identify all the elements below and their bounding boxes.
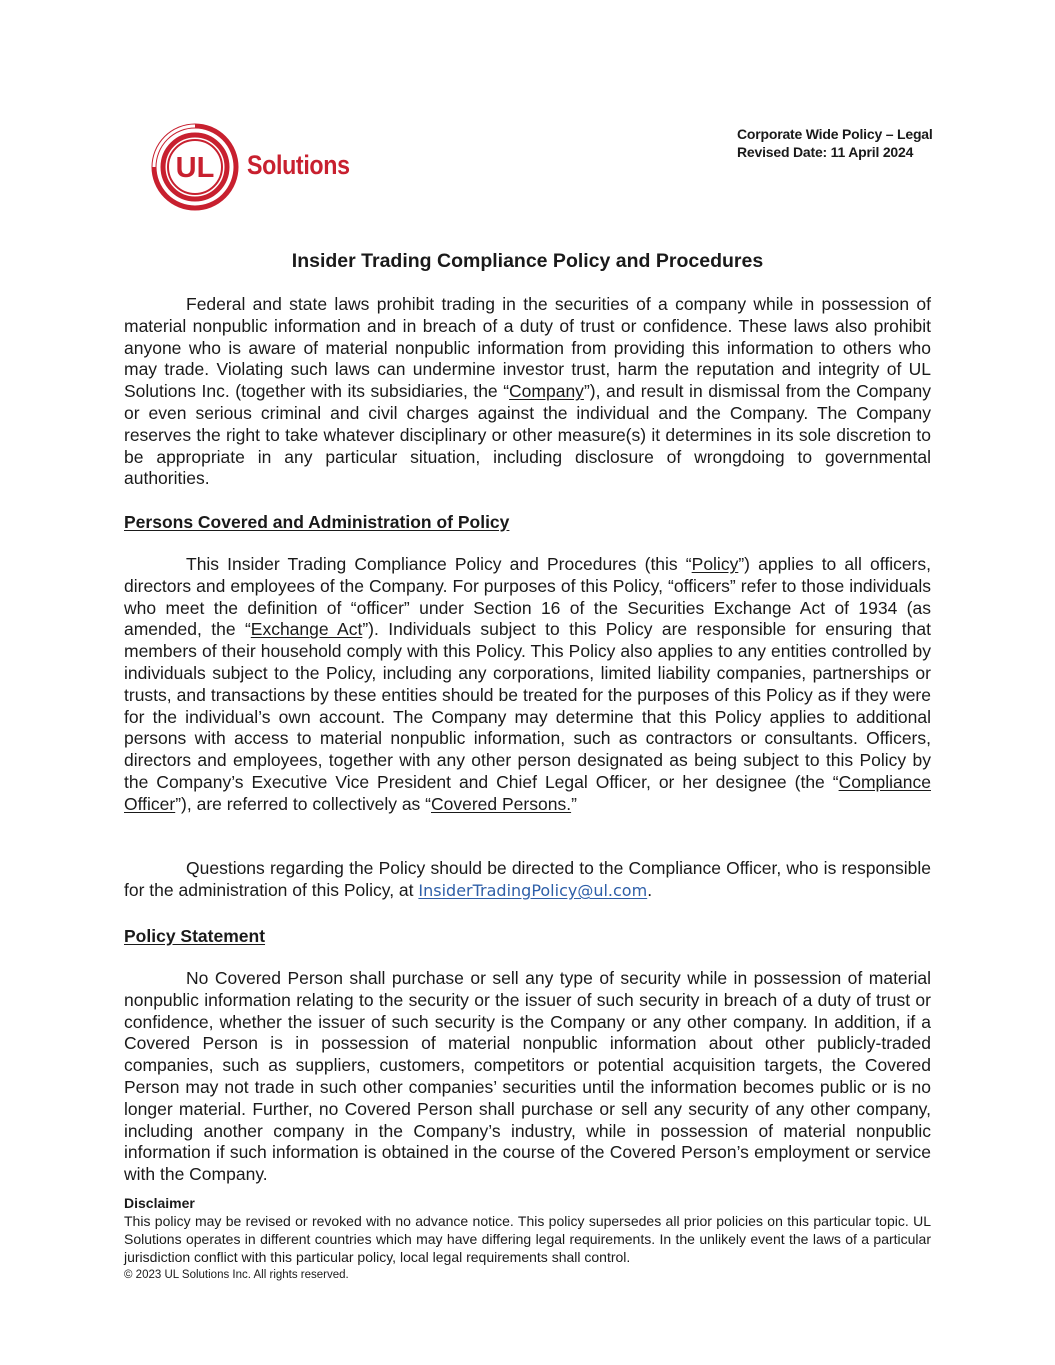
- covered-persons-defined-term: Covered Persons.: [431, 793, 572, 814]
- logo-brand-text: Solutions: [247, 150, 350, 180]
- intro-text-2: ”), and result in dismissal from the Company or even serious criminal and civil charges against the individual and the Company. The Company reserves the right to take whatever disciplinary or other measure(s) it determines in its sole discretion to be appropriate in any particular situation, including disclosure of wrongdoing to governmental authorities.: [124, 381, 931, 489]
- copyright-notice: © 2023 UL Solutions Inc. All rights reserved.: [124, 1269, 349, 1281]
- disclaimer-block: [124, 1194, 931, 1283]
- contact-text: Questions regarding the Policy should be directed to the Compliance Officer, who is responsible for the administration of this Policy, at: [124, 858, 931, 900]
- compliance-officer-defined-term: Compliance Officer: [124, 771, 931, 814]
- contact-paragraph: [124, 858, 931, 902]
- disclaimer-title: Disclaimer: [124, 1195, 195, 1211]
- section1-paragraph: [124, 554, 931, 816]
- ul-solutions-logo: [151, 122, 366, 214]
- policy-defined-term: Policy: [691, 554, 739, 574]
- s1-text-c: ”). Individuals subject to this Policy are responsible for ensuring that members of their household comply with this Policy. This Policy also applies to any entities controlled by individuals subject to the Policy, including any corporations, limited liability companies, partnerships or trusts, and transactions by these entities should be treated for the purposes of this Policy as if they were for the individual’s own account. The Company may determine that this Policy applies to additional persons with access to material nonpublic information, such as contractors or consultants. Officers, directors and employees, together with any other person designated as being subject to this Policy by the Company’s Executive Vice President and Chief Legal Officer, or her designee (the “: [124, 619, 931, 792]
- section2-block: [124, 968, 931, 1186]
- page-title: Insider Trading Compliance Policy and Procedures: [291, 250, 764, 272]
- logo-mark-text: UL: [175, 152, 215, 184]
- compliance-email-link[interactable]: InsiderTradingPolicy@ul.com: [418, 880, 648, 900]
- ul-circle-mark-icon: [151, 122, 243, 214]
- section-heading-persons-covered: Persons Covered and Administration of Policy: [124, 512, 510, 532]
- section-heading-policy-statement: Policy Statement: [124, 926, 266, 946]
- intro-text: Federal and state laws prohibit trading in the securities of a company while in possession of material nonpublic information and in breach of a duty of trust or confidence. These laws also prohibit anyone who is aware of material nonpublic information from providing this information to others who may trade. Violating such laws can undermine investor trust, harm the reputation and integrity of UL Solutions Inc. (together with its subsidiaries, the “: [124, 294, 931, 402]
- intro-paragraph: [124, 294, 931, 490]
- section1-block: [124, 554, 931, 816]
- s1-text-d: ”), are referred to collectively as “: [175, 793, 431, 814]
- section1-contact-block: [124, 858, 931, 902]
- s1-text-e: ”: [571, 793, 577, 814]
- s1-text-a: This Insider Trading Compliance Policy and Procedures (this “: [186, 554, 692, 574]
- disclaimer-text: This policy may be revised or revoked with no advance notice. This policy supersedes all prior policies on this particular topic. UL Solutions operates in different countries which may have differing legal requirements. In the unlikely event the laws of a particular jurisdiction conflict with this particular policy, local legal requirements shall control.: [124, 1213, 931, 1265]
- intro-block: [124, 294, 931, 490]
- revised-date: Revised Date: 11 April 2024: [737, 144, 914, 160]
- contact-text-end: .: [647, 879, 653, 900]
- company-defined-term: Company: [509, 381, 584, 402]
- s1-text-b: ”) applies to all officers, directors and employees of the Company. For purposes of this Policy, “officers” refer to those individuals who meet the definition of “officer” under Section 16 of the Securities Exchange Act of 1934 (as amended, the “: [124, 554, 931, 640]
- policy-statement-paragraph: No Covered Person shall purchase or sell any type of security while in possession of material nonpublic information relating to the security or the issuer of such security in breach of a duty of trust or confidence, whether the issuer of such security is the Company or any other company. In addition, if a Covered Person is in possession of material nonpublic information about other publicly-traded companies, such as suppliers, customers, competitors or potential acquisition targets, the Covered Person may not trade in such other companies’ securities until the information becomes public or is no longer material. Further, no Covered Person shall purchase or sell any security of any other company, including another company in the Company’s industry, while in possession of material nonpublic information if such information is obtained in the course of the Covered Person’s employment or service with the Company.: [124, 968, 931, 1185]
- header-meta: [737, 125, 933, 161]
- policy-type: Corporate Wide Policy – Legal: [737, 126, 933, 142]
- exchange-act-defined-term: Exchange Act: [250, 619, 363, 640]
